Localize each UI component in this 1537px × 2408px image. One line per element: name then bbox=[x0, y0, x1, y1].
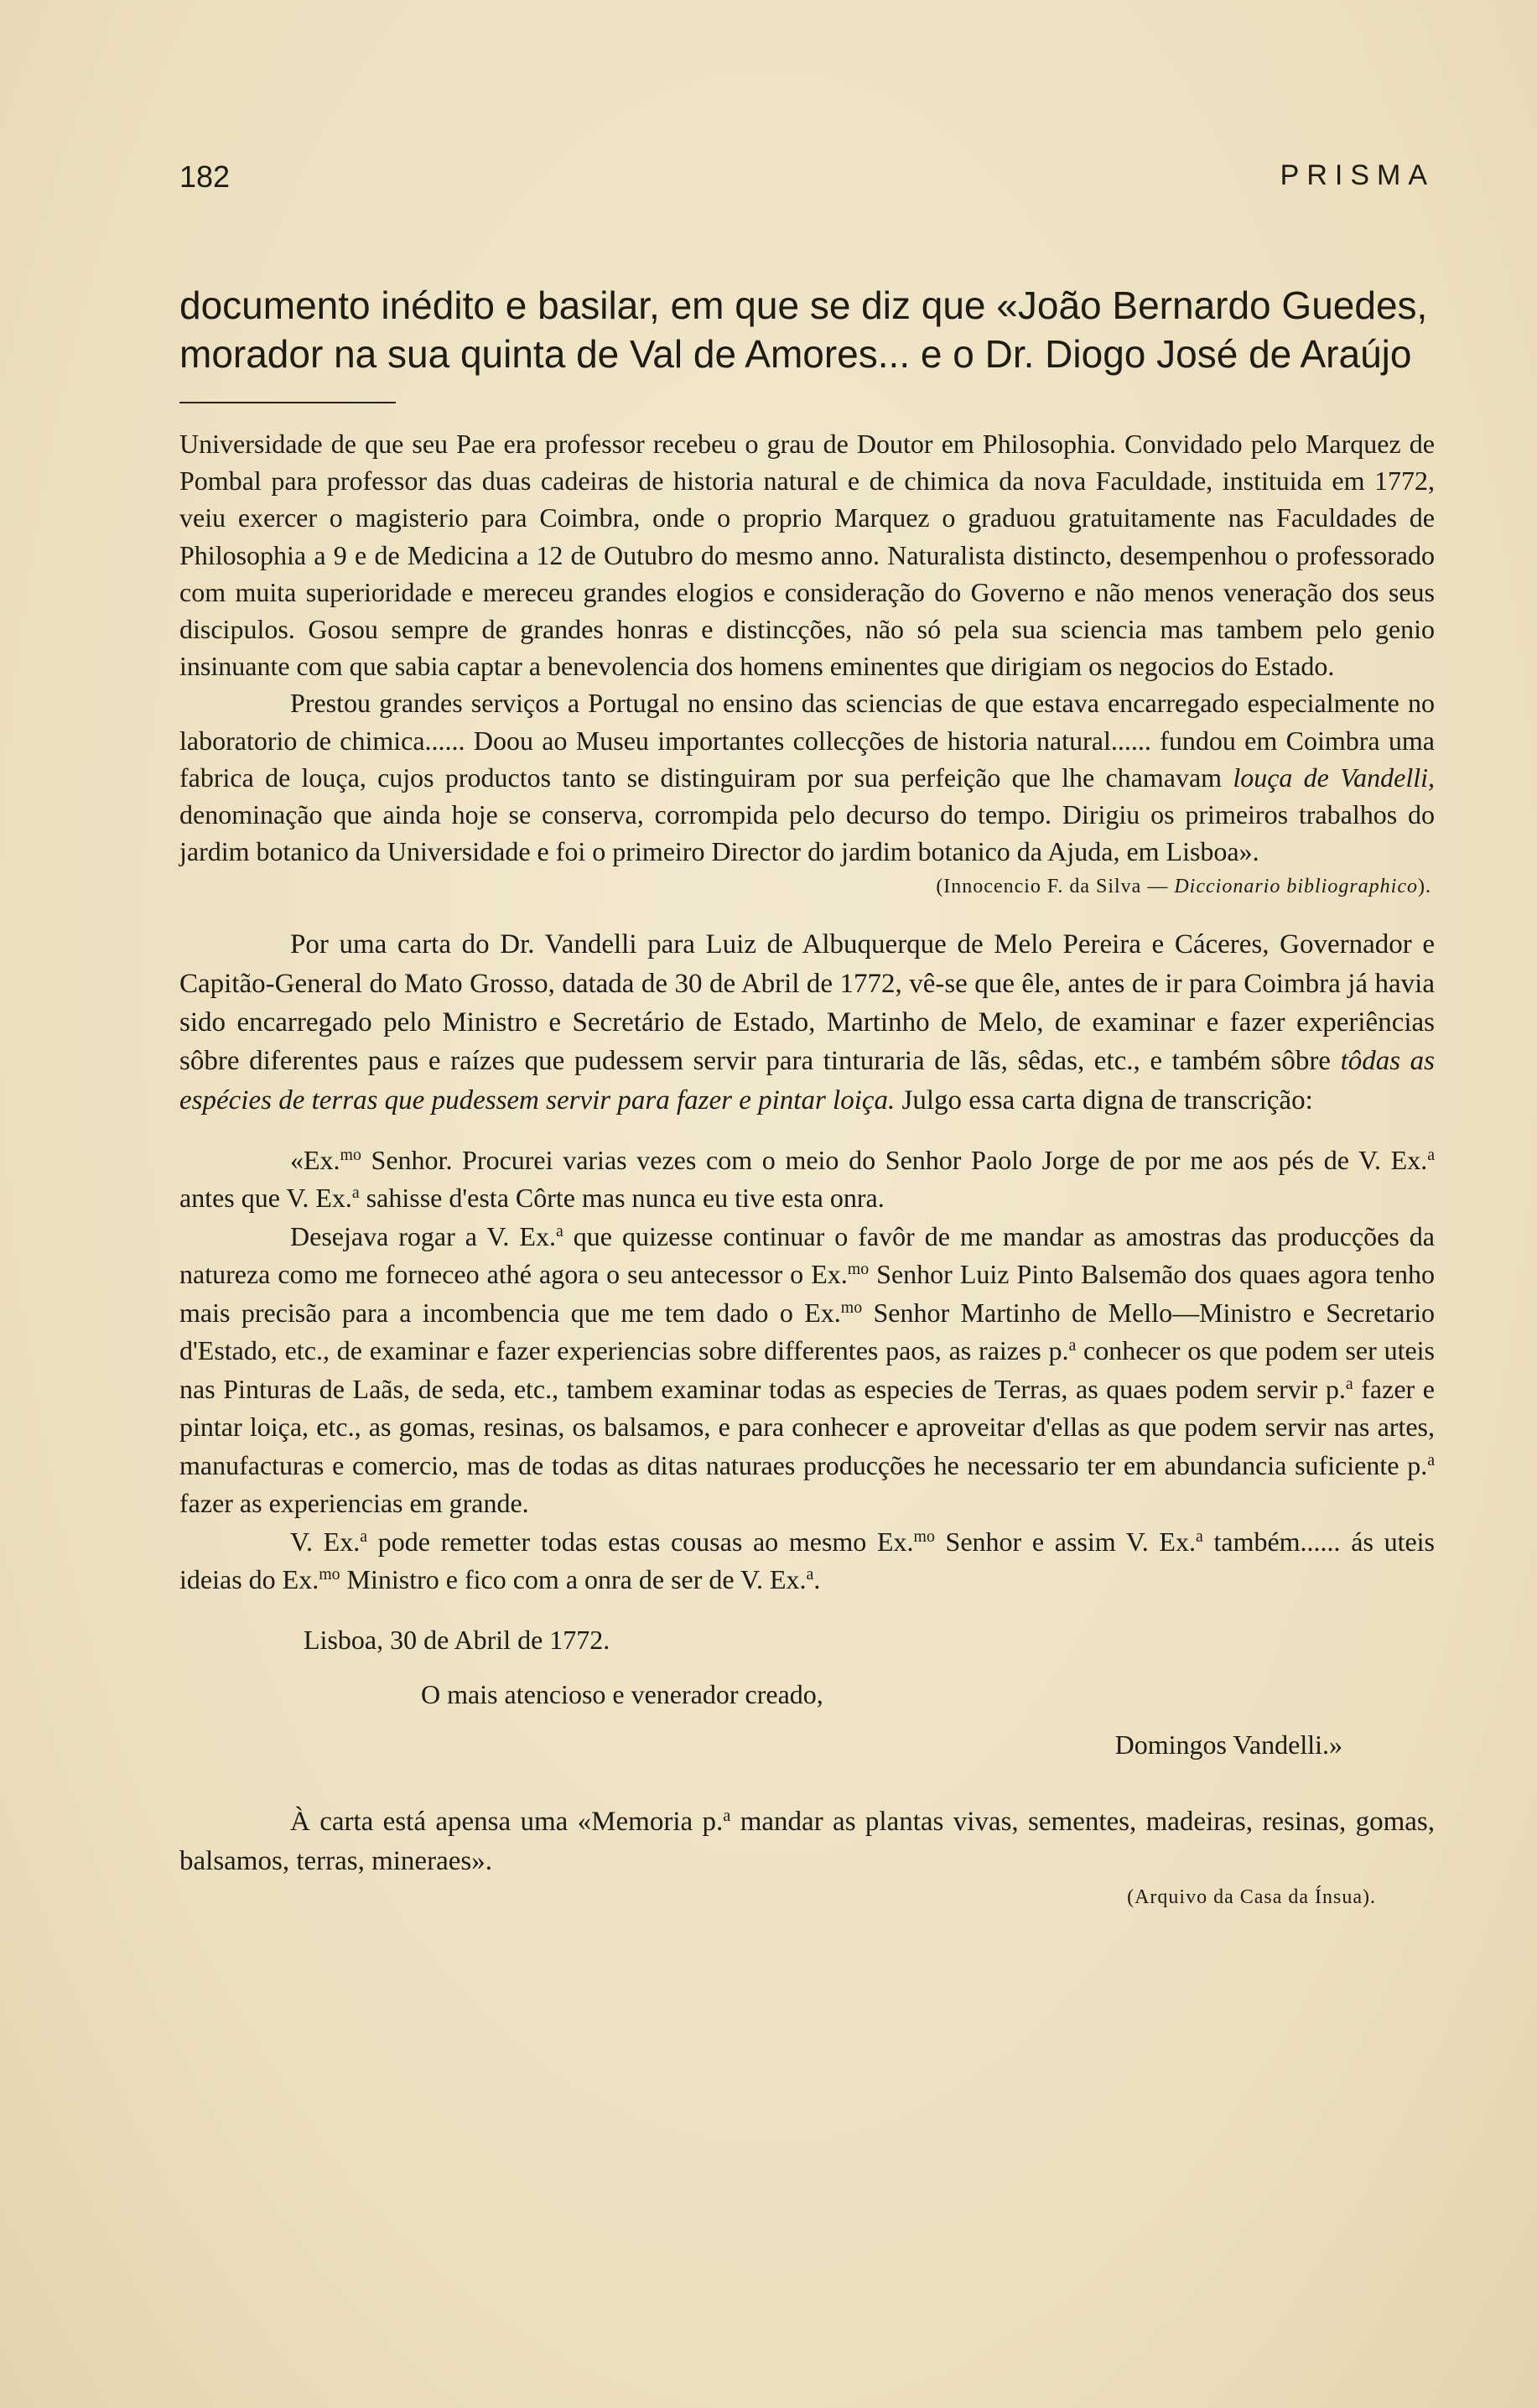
letter-paragraph-1: «Ex.$^{mo}$ Senhor. Procurei varias vezes com o meio do Senhor Paolo Jorge de por me aos pés de V. Ex.$^a$ antes que V. Ex.$^a$ sahisse d'esta Côrte mas nunca eu tive esta onra. bbox=[179, 1144, 1435, 1214]
closing-text bbox=[179, 1802, 1435, 1914]
letter-paragraph-2: Desejava rogar a V. Ex.$^a$ que quizesse continuar o favôr de me mandar as amostras das producções da natureza como me forneceo athé agora o seu antecessor o Ex.$^{mo}$ Senhor Luiz Pinto Balsemão dos quaes agora tenho mais precisão para a incombencia que me tem dado o Ex.$^{mo}$ Senhor Martinho de Mello—Ministro e Secretario d'Estado, etc., de examinar e fazer experiencias sobre differentes paos, as raizes p.$^a$ conhecer os que podem ser uteis nas Pinturas de Laãs, de seda, etc., tambem examinar todas as especies de Terras, as quaes podem servir p.$^a$ fazer e pintar loiça, etc., as gomas, resinas, os balsamos, e para conhecer e aproveitar d'ellas as que podem servir nas artes, manufacturas e comercio, mas de todas as ditas naturaes producções he necessario ter em abundancia suficiente p.$^a$ fazer as experiencias em grande. bbox=[179, 1220, 1436, 1519]
lead-line-2: morador na sua quinta de Val de Amores... e o Dr. Diogo José de Araújo bbox=[179, 332, 1412, 376]
footnote-citation: (Innocencio F. da Silva — Diccionario bibliographico). bbox=[936, 876, 1431, 898]
main-text bbox=[179, 925, 1435, 1119]
main-paragraph-1: Por uma carta do Dr. Vandelli para Luiz de Albuquerque de Melo Pereira e Cáceres, Governador e Capitão-General do Mato Grosso, datada de 30 de Abril de 1772, vê-se que êle, antes de ir para Coimbra já havia sido encarregado pelo Ministro e Secretário de Estado, Martinho de Melo, de examinar e fazer experiências sôbre diferentes paus e raízes que pudessem servir para tinturaria de lãs, sêdas, etc., e também sôbre tôdas as espécies de terras que pudessem servir para fazer e pintar loiça. Julgo essa carta digna de transcrição: bbox=[179, 929, 1436, 1116]
transcribed-letter bbox=[179, 1142, 1435, 1765]
letter-paragraph-3: V. Ex.$^a$ pode remetter todas estas cousas ao mesmo Ex.$^{mo}$ Senhor e assim V. Ex.$^a$ também...... ás uteis ideias do Ex.$^{mo}$ Ministro e fico com a onra de ser de V. Ex.$^a$. bbox=[179, 1526, 1436, 1595]
page-header bbox=[179, 159, 1435, 201]
closing-paragraph: À carta está apensa uma «Memoria p.$^a$ mandar as plantas vivas, sementes, madeiras, resinas, gomas, balsamos, terras, mineraes». bbox=[179, 1807, 1436, 1876]
archive-citation: (Arquivo da Casa da Ínsua). bbox=[1127, 1886, 1376, 1909]
footnote-divider bbox=[179, 402, 396, 403]
letter-place-date: Lisboa, 30 de Abril de 1772. bbox=[304, 1624, 610, 1655]
lead-paragraph bbox=[179, 281, 1435, 378]
footnote bbox=[179, 425, 1435, 903]
italic-phrase: tôdas as espécies de terras que pudessem servir para fazer e pintar loiça. bbox=[179, 1046, 1436, 1116]
letter-signature: Domingos Vandelli.» bbox=[1114, 1729, 1342, 1760]
body-text bbox=[179, 281, 1435, 1914]
page-number: 182 bbox=[179, 159, 231, 194]
letter-closing: O mais atencioso e venerador creado, bbox=[421, 1679, 823, 1710]
footnote-paragraph-1: Universidade de que seu Pae era professor recebeu o grau de Doutor em Philosophia. Convidado pelo Marquez de Pombal para professor das duas cadeiras de historia natural e de chimica da nova Faculdade, instituida em 1772, veiu exercer o magisterio para Coimbra, onde o proprio Marquez o graduou gratuitamente nas Faculdades de Philosophia a 9 e de Medicina a 12 de Outubro do mesmo anno. Naturalista distincto, desempenhou o professorado com muita superioridade e mereceu grandes elogios e consideração do Governo e não menos veneração dos seus discipulos. Gosou sempre de grandes honras e distincções, não só pela sua sciencia mas tambem pelo genio insinuante com que sabia captar a benevolencia dos homens eminentes que dirigiam os negocios do Estado. bbox=[179, 429, 1435, 682]
running-title: PRISMA bbox=[1280, 159, 1435, 191]
italic-phrase: louça de Vandelli, bbox=[1233, 762, 1436, 793]
footnote-paragraph-2: Prestou grandes serviços a Portugal no ensino das sciencias de que estava encarregado especialmente no laboratorio de chimica...... Doou ao Museu importantes collecções de historia natural...... fundou em Coimbra uma fabrica de louça, cujos productos tanto se distinguiram por sua perfeição que lhe chamavam louça de Vandelli, denominação que ainda hoje se conserva, corrompida pelo decurso do tempo. Dirigiu os primeiros trabalhos do jardim botanico da Universidade e foi o primeiro Director do jardim botanico da Ajuda, em Lisboa». bbox=[179, 688, 1436, 867]
lead-line-1: documento inédito e basilar, em que se diz que «João Bernardo Guedes, bbox=[179, 283, 1428, 327]
